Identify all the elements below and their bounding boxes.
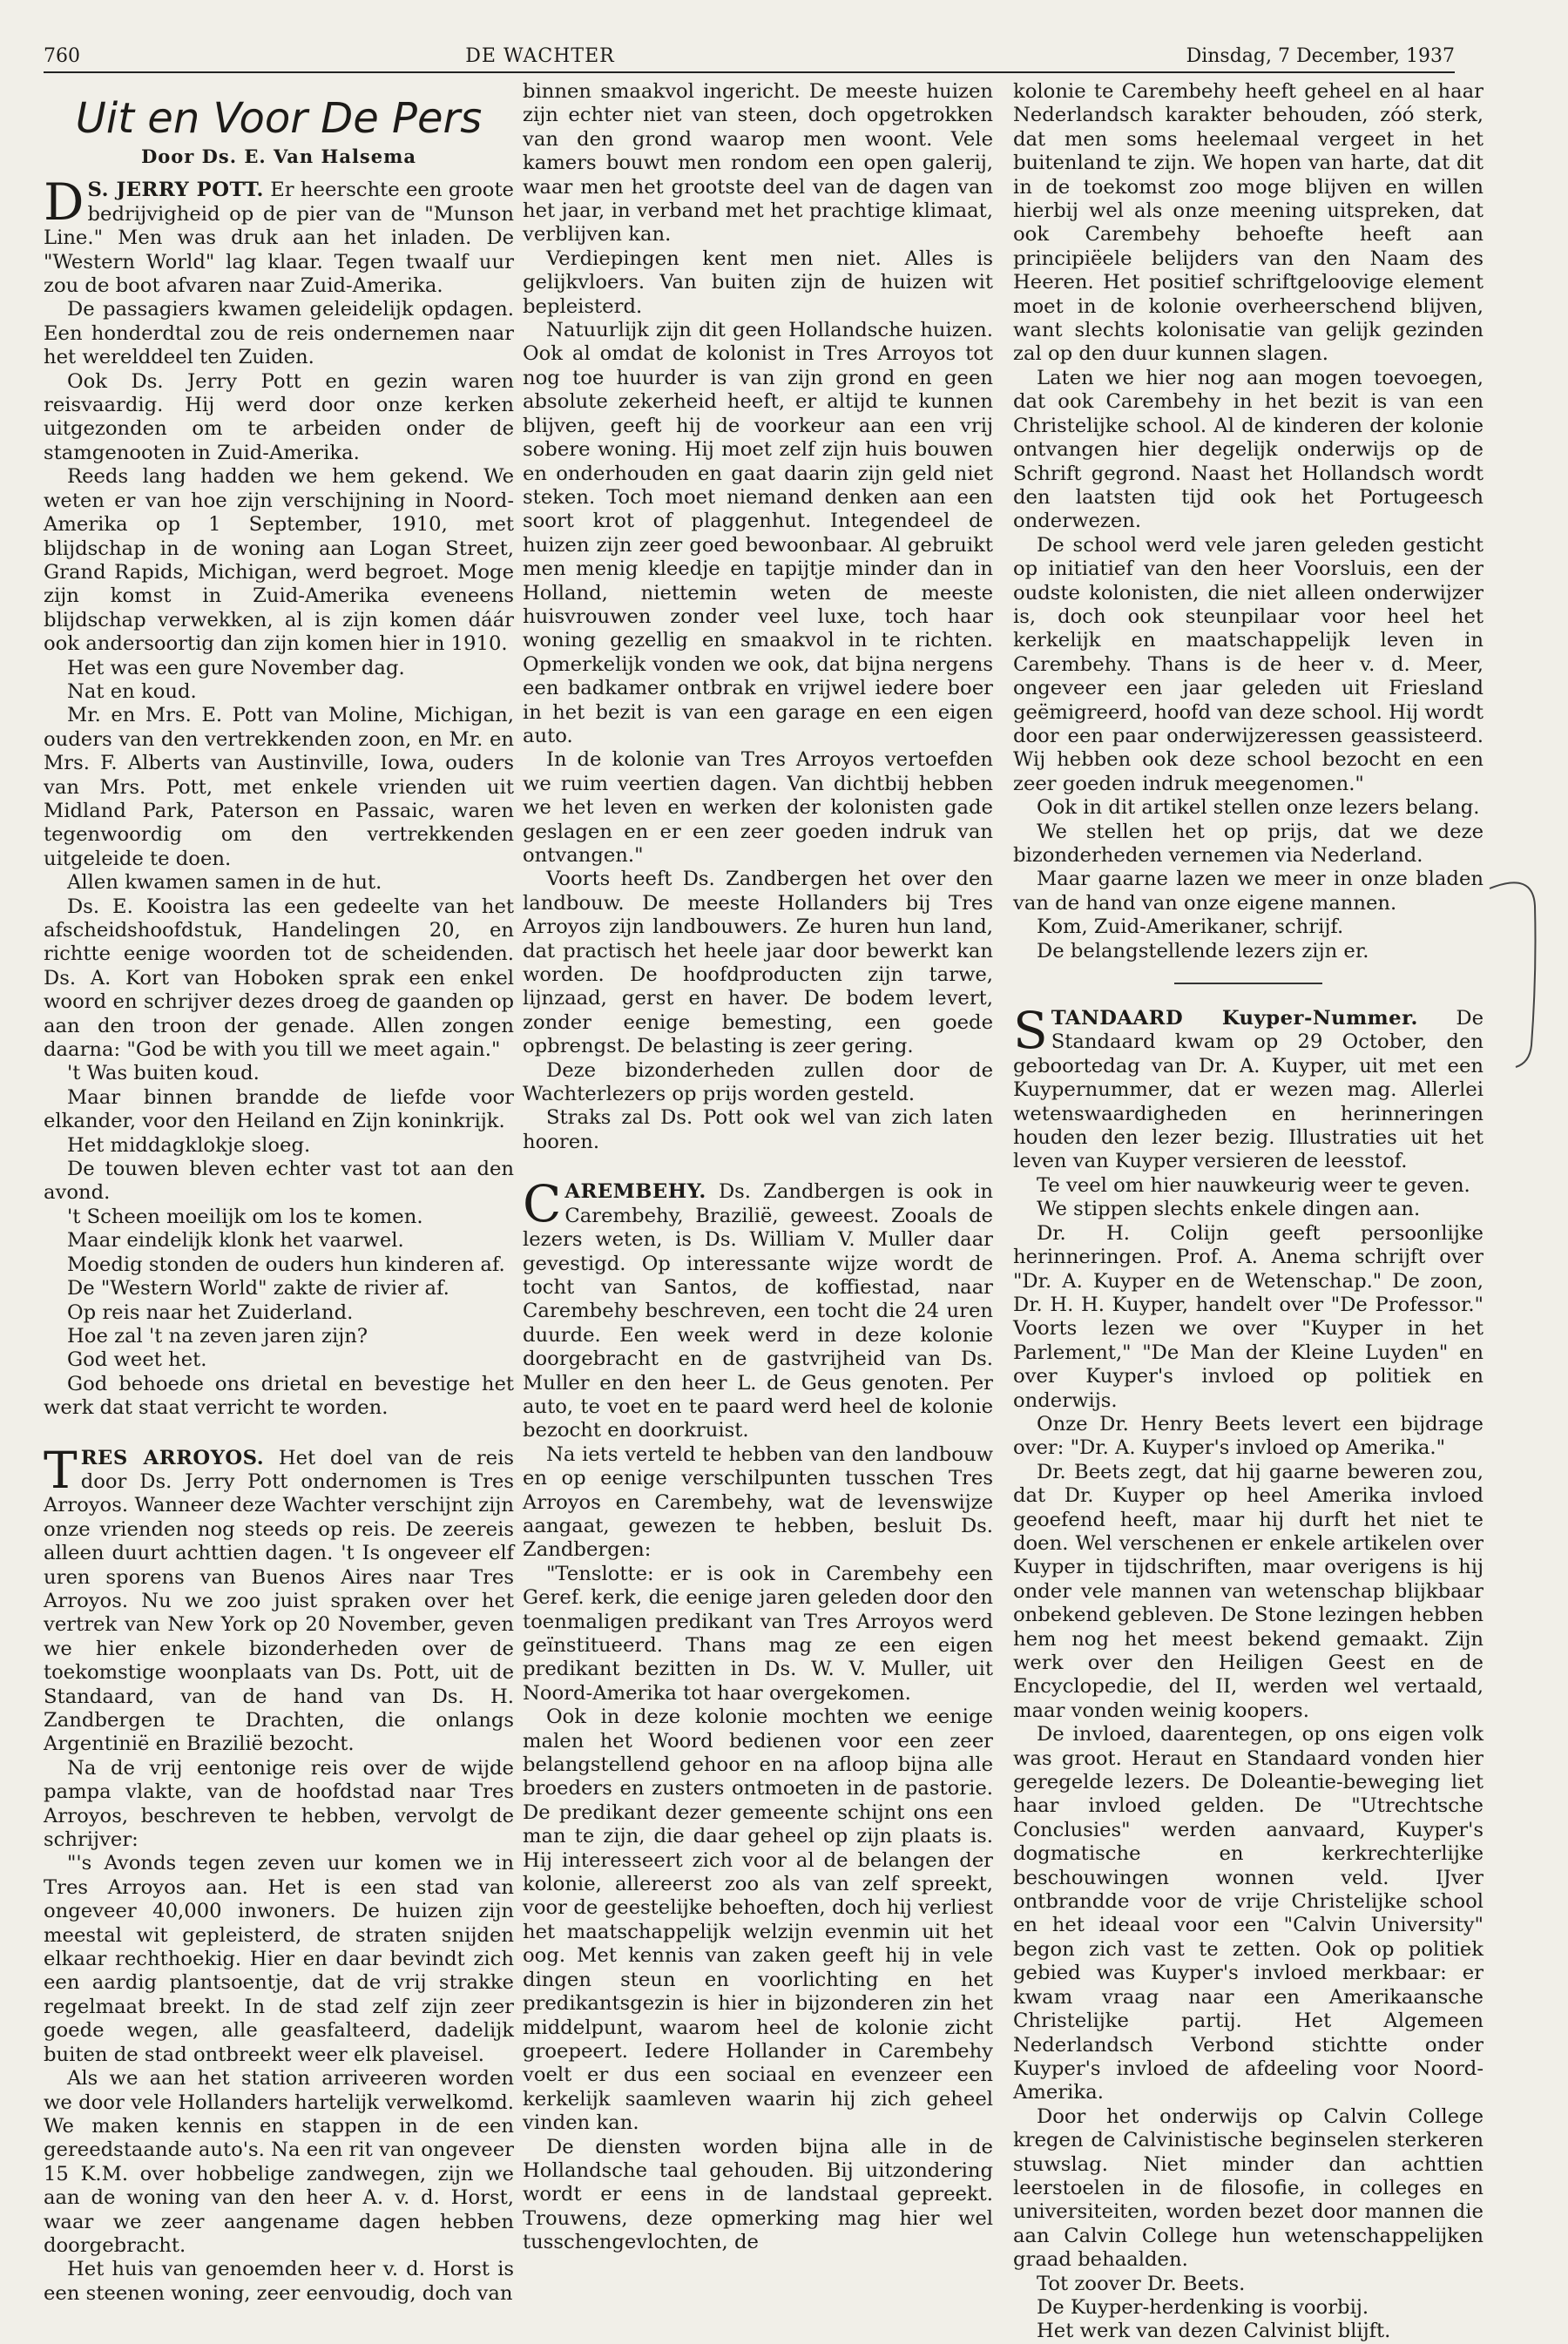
paragraph: Verdiepingen kent men niet. Alles is gelijkvloers. Van buiten zijn de huizen wit bepleisterd. bbox=[523, 247, 993, 318]
page-header bbox=[44, 45, 1455, 71]
paragraph: De "Western World" zakte de rivier af. bbox=[67, 1277, 449, 1300]
paragraph: 't Scheen moeilijk om los te komen. bbox=[67, 1205, 423, 1228]
paragraph: Het middagklokje sloeg. bbox=[67, 1133, 311, 1157]
page-number: 760 bbox=[44, 45, 80, 67]
section-heading: AREMBEHY. bbox=[564, 1180, 706, 1204]
paragraph: De school werd vele jaren geleden gesticht op initiatief van den heer Voorsluis, een der oudste kolonisten, die niet alleen onderwijzer is, doch ook steunpilaar voor heel het kerkelijk en maatschappelijk leven in Carembehy. Thans is de heer v. d. Meer, ongeveer een jaar geleden uit Friesland geëmigreerd, hoofd van deze school. Hij wordt door een paar onderwijzeressen geassisteerd. Wij hebben ook deze school bezocht en een zeer goeden indruk meegenomen." bbox=[1013, 533, 1484, 795]
paragraph: Moedig stonden de ouders hun kinderen af. bbox=[67, 1253, 505, 1276]
paragraph: Hoe zal 't na zeven jaren zijn? bbox=[67, 1324, 368, 1348]
paragraph: Natuurlijk zijn dit geen Hollandsche huizen. Ook al omdat de kolonist in Tres Arroyos tot nog toe huurder is van zijn grond en geen absolute zekerheid heeft, er altijd te kunnen blijven, geeft hij de voorkeur aan een vrij sobere woning. Hij moet zelf zijn huis bouwen en onderhouden en gaat daarin zijn geld niet steken. Toch moet niemand denken aan een soort krot of plaggenhut. Integendeel de huizen zijn zeer goed bewoonbaar. Al gebruikt men menig kleedje en tapijtje minder dan in Holland, niettemin weten de meeste huisvrouwen zonder veel luxe, toch haar woning gezellig en smaakvol in te richten. Opmerkelijk vonden we ook, dat bijna nergens een badkamer ontbrak en vrijwel iedere boer in het bezit is van een garage en een eigen auto. bbox=[523, 319, 993, 747]
paragraph: Als we aan het station arriveeren worden we door vele Hollanders hartelijk verwelkomd. We maken kennis en stappen in de een gereedstaande auto's. Na een rit van ongeveer 15 K.M. over hobbelige zandwegen, zijn we aan de woning van den heer A. v. d. Horst, waar we zeer aangename dagen hebben doorgebracht. bbox=[44, 2067, 514, 2257]
column-2 bbox=[523, 80, 993, 2255]
paragraph-continued: binnen smaakvol ingericht. De meeste huizen zijn echter niet van steen, doch opgetrokken van den grond waarop men woont. Vele kamers bouwt men rondom een open galerij, waar men het grootste deel van de dagen van het jaar, in verband met het prachtige klimaat, verblijven kan. bbox=[523, 80, 993, 247]
paragraph: We stellen het op prijs, dat we deze bizonderheden vernemen via Nederland. bbox=[1013, 820, 1484, 867]
paragraph: De touwen bleven echter vast tot aan den avond. bbox=[44, 1158, 514, 1205]
paragraph: We stippen slechts enkele dingen aan. bbox=[1037, 1198, 1421, 1221]
paragraph: Onze Dr. Henry Beets levert een bijdrage over: "Dr. A. Kuyper's invloed op Amerika." bbox=[1013, 1412, 1484, 1460]
article-byline: Door Ds. E. Van Halsema bbox=[141, 145, 416, 167]
paragraph: Het werk van dezen Calvinist blijft. bbox=[1037, 2320, 1391, 2343]
section-separator bbox=[1174, 983, 1322, 984]
section-jerry-pott-lead bbox=[44, 172, 514, 298]
drop-cap: T bbox=[44, 1440, 78, 1500]
paragraph: De belangstellende lezers zijn er. bbox=[1037, 939, 1369, 963]
paragraph: De invloed, daarentegen, op ons eigen volk was groot. Heraut en Standaard vonden hier geregelde lezers. De Doleantie-beweging liet haar invloed gelden. De "Utrechtsche Conclusies" werden aanvaard, Kuyper's dogmatische en kerkrechterlijke beschouwingen wonnen veld. IJver ontbrandde voor de vrije Christelijke school en het ideaal voor een "Calvin University" begon zich vast te zetten. Ook op politiek gebied was Kuyper's invloed merkbaar: er kwam vraag naar een Amerikaansche Christelijke partij. Het Algemeen Nederlandsch Verbond stichtte onder Kuyper's invloed de afdeeling voor Noord-Amerika. bbox=[1013, 1723, 1484, 2104]
paragraph: Op reis naar het Zuiderland. bbox=[67, 1300, 354, 1324]
header-rule bbox=[44, 71, 1455, 73]
paragraph: Maar gaarne lazen we meer in onze bladen van de hand van onze eigene mannen. bbox=[1013, 868, 1484, 915]
column-1 bbox=[44, 80, 514, 2306]
section-gap bbox=[523, 1154, 993, 1180]
lead-text: Ds. Zandbergen is ook in Carembehy, Brazilië, geweest. Zooals de lezers weten, is Ds. William V. Muller daar gevestigd. Op interessante wijze wordt de tocht van Santos, de koffiestad, naar Carembehy beschreven, een tocht die 24 uren duurde. Een week werd in deze kolonie doorgebracht en de gastvrijheid van Ds. Muller en den heer L. de Geus genoten. Per auto, te voet en te paard werd heel de kolonie bezocht en doorkruist. bbox=[523, 1180, 993, 1442]
paragraph: Laten we hier nog aan mogen toevoegen, dat ook Carembehy in het bezit is van een Christelijke school. Al de kinderen der kolonie ontvangen hier degelijk onderwijs op de Schrift gegrond. Naast het Hollandsch wordt den laatsten tijd ook het Portugeesch onderwezen. bbox=[1013, 366, 1484, 533]
paragraph: Nat en koud. bbox=[67, 679, 197, 703]
paragraph-continued: kolonie te Carembehy heeft geheel en al haar Nederlandsch karakter behouden, zóó sterk, dat men soms heelemaal vergeet in het buitenland te zijn. We hopen van harte, dat dit in de toekomst zoo moge blijven en willen hierbij wel als onze meening uitspreken, dat ook Carembehy behoefte heeft aan principiëele belijders van den Naam des Heeren. Het positief schriftgeloovige element moet in de kolonie overheerschend blijven, want slechts kolonisatie van gelijk gezinden zal op den duur kunnen slagen. bbox=[1013, 80, 1484, 366]
section-heading: RES ARROYOS. bbox=[80, 1446, 265, 1469]
paragraph: Te veel om hier nauwkeurig weer te geven. bbox=[1037, 1173, 1470, 1197]
journal-name: DE WACHTER bbox=[465, 45, 615, 67]
paragraph: Door het onderwijs op Calvin College kregen de Calvinistische beginselen sterkeren stuwslag. Niet minder dan achttien leerstoelen in de filosofie, in colleges en universiteiten, worden bezet door mannen die aan Calvin College hun wetenschappelijken graad behaalden. bbox=[1013, 2104, 1484, 2272]
pencil-mark-icon bbox=[1481, 871, 1551, 1071]
column-3 bbox=[1013, 80, 1484, 2344]
issue-date: Dinsdag, 7 December, 1937 bbox=[1186, 45, 1455, 67]
lead-text: Het doel van de reis door Ds. Jerry Pott ondernomen is Tres Arroyos. Wanneer deze Wachter verschijnt zijn onze vrienden nog steeds op reis. De zeereis alleen duurt achttien dagen. 't Is ongeveer elf uren sporens van Buenos Aires naar Tres Arroyos. Nu we zoo juist spraken over het vertrek van New York op 20 November, geven we hier enkele bizonderheden over de toekomstige woonplaats van Ds. Pott, uit de Standaard, van de hand van Ds. H. Zandbergen te Drachten, die onlangs Argentinië en Brazilië bezocht. bbox=[44, 1446, 514, 1756]
drop-cap: C bbox=[523, 1174, 562, 1234]
paragraph: "Tenslotte: er is ook in Carembehy een Geref. kerk, die eenige jaren geleden door den toenmaligen predikant van Tres Arroyos werd geïnstitueerd. Thans mag ze een eigen predikant bezitten in Ds. W. V. Muller, uit Noord-Amerika tot haar overgekomen. bbox=[523, 1562, 993, 1705]
paragraph: God weet het. bbox=[67, 1348, 207, 1372]
paragraph: Straks zal Ds. Pott ook wel van zich laten hooren. bbox=[523, 1106, 993, 1153]
paragraph: God behoede ons drietal en bevestige het werk dat staat verricht te worden. bbox=[44, 1372, 514, 1420]
section-gap bbox=[44, 1421, 514, 1447]
lead-text: De Standaard kwam op 29 October, den geboortedag van Dr. A. Kuyper, uit met een Kuypernummer, dat er wezen mag. Allerlei wetenswaardigheden en herinneringen houden den lezer bezig. Illustraties uit het leven van Kuyper versieren de leesstof. bbox=[1013, 1007, 1484, 1173]
section-standaard-lead bbox=[1013, 1001, 1484, 1174]
article-title: Uit en Voor De Pers bbox=[75, 94, 483, 143]
section-carembehy-lead bbox=[523, 1174, 993, 1442]
paragraph: Allen kwamen samen in de hut. bbox=[67, 871, 382, 895]
paragraph: Ook Ds. Jerry Pott en gezin waren reisvaardig. Hij werd door onze kerken uitgezonden om te arbeiden onder de stamgenooten in Zuid-Amerika. bbox=[44, 369, 514, 464]
paragraph: In de kolonie van Tres Arroyos vertoefden we ruim veertien dagen. Van dichtbij hebben we het leven en werken der kolonisten gade geslagen en er een zeer goeden indruk van ontvangen." bbox=[523, 748, 993, 867]
drop-cap: S bbox=[1013, 1001, 1048, 1061]
paragraph: De diensten worden bijna alle in de Hollandsche taal gehouden. Bij uitzondering wordt er eens in de landstaal gepreekt. Trouwens, deze opmerking mag hier wel tusschengevlochten, de bbox=[523, 2135, 993, 2254]
paragraph: Dr. H. Colijn geeft persoonlijke herinneringen. Prof. A. Anema schrijft over "Dr. A. Kuyper en de Wetenschap." De zoon, Dr. H. H. Kuyper, handelt over "De Professor." Voorts lezen we over "Kuyper in het Parlement," "De Man der Kleine Luyden" en over Kuyper's invloed op politiek en onderwijs. bbox=[1013, 1221, 1484, 1412]
paragraph: 't Was buiten koud. bbox=[67, 1062, 260, 1085]
lead-text: Er heerschte een groote bedrijvigheid op de pier van de "Munson Line." Men was druk aan het inladen. De "Western World" lag klaar. Tegen twaalf uur zou de boot afvaren naar Zuid-Amerika. bbox=[44, 179, 514, 298]
paragraph: Kom, Zuid-Amerikaner, schrijf. bbox=[1037, 915, 1344, 939]
paragraph: Mr. en Mrs. E. Pott van Moline, Michigan, ouders van den vertrekkenden zoon, en Mr. en Mrs. F. Alberts van Austinville, Iowa, ouders van Mrs. Pott, met enkele vrienden uit Midland Park, Paterson en Passaic, waren tegenwoordig om den vertrekkenden uitgeleide te doen. bbox=[44, 704, 514, 870]
paragraph: "'s Avonds tegen zeven uur komen we in Tres Arroyos aan. Het is een stad van ongeveer 40,000 inwoners. De huizen zijn meestal wit gepleisterd, de straten snijden elkaar rechthoekig. Hier en daar bevindt zich een aardig plantsoentje, dat de vrij strakke regelmaat breekt. In de stad zelf zijn zeer goede wegen, alle geasfalteerd, dadelijk buiten de stad ontbreekt weer elk plaveisel. bbox=[44, 1852, 514, 2066]
paragraph: Het was een gure November dag. bbox=[67, 656, 405, 679]
paragraph: De passagiers kwamen geleidelijk opdagen. Een honderdtal zou de reis ondernemen naar het werelddeel ten Zuiden. bbox=[44, 298, 514, 369]
paragraph: Ook in deze kolonie mochten we eenige malen het Woord bedienen voor een zeer belangstellend gehoor en na afloop bijna alle broeders en zusters ontmoeten in de pastorie. De predikant dezer gemeente schijnt ons een man te zijn, die daar geheel op zijn plaats is. Hij interesseert zich voor al de belangen der kolonie, allereerst zoo als van zelf spreekt, voor de geestelijke behoeften, doch hij verliest het maatschappelijk welzijn evenmin uit het oog. Met kennis van zaken geeft hij in vele dingen steun en voorlichting en het predikantsgezin is hier in bijzonderen zin het middelpunt, waarom heel de kolonie zicht groepeert. Iedere Hollander in Carembehy voelt er dus een sociaal en evenzeer een kerkelijk saamleven waarin hij zich geheel vinden kan. bbox=[523, 1706, 993, 2135]
drop-cap: D bbox=[44, 172, 84, 233]
paragraph: Maar eindelijk klonk het vaarwel. bbox=[67, 1229, 404, 1253]
paragraph: Het huis van genoemden heer v. d. Horst is een steenen woning, zeer eenvoudig, doch van bbox=[44, 2258, 514, 2305]
paragraph: Ds. E. Kooistra las een gedeelte van het afscheidshoofdstuk, Handelingen 20, en richtte eenige woorden tot de scheidenden. Ds. A. Kort van Hoboken sprak een enkel woord en schrijver dezes droeg de gaanden op aan den troon der genade. Allen zongen daarna: "God be with you till we meet again." bbox=[44, 895, 514, 1062]
paragraph: Na iets verteld te hebben van den landbouw en op eenige verschilpunten tusschen Tres Arroyos en Carembehy, wat de levenswijze aangaat, gewezen te hebben, besluit Ds. Zandbergen: bbox=[523, 1442, 993, 1562]
paragraph: Tot zoover Dr. Beets. bbox=[1037, 2272, 1246, 2295]
section-heading: S. JERRY POTT. bbox=[87, 179, 264, 202]
section-heading: TANDAARD Kuyper-Nummer. bbox=[1051, 1007, 1418, 1030]
paragraph: Voorts heeft Ds. Zandbergen het over den landbouw. De meeste Hollanders bij Tres Arroyos zijn landbouwers. Ze huren hun land, dat practisch het heele jaar door bewerkt kan worden. De hoofdproducten zijn tarwe, lijnzaad, gerst en haver. De bodem levert, zonder eenige bemesting, een goede opbrengst. De belasting is zeer gering. bbox=[523, 868, 993, 1058]
paragraph: De Kuyper-herdenking is voorbij. bbox=[1037, 2295, 1369, 2319]
paragraph: Maar binnen brandde de liefde voor elkander, voor den Heiland en Zijn koninkrijk. bbox=[44, 1085, 514, 1133]
paragraph: Na de vrij eentonige reis over de wijde pampa vlakte, van de hoofdstad naar Tres Arroyos, beschreven te hebben, vervolgt de schrijver: bbox=[44, 1756, 514, 1852]
paragraph: Reeds lang hadden we hem gekend. We weten er van hoe zijn verschijning in Noord-Amerika op 1 September, 1910, met blijdschap in de woning aan Logan Street, Grand Rapids, Michigan, werd begroet. Moge zijn komst in Zuid-Amerika eveneens blijdschap verwekken, al is zijn komen dáár ook andersoortig dan zijn komen hier in 1910. bbox=[44, 465, 514, 656]
paragraph: Ook in dit artikel stellen onze lezers belang. bbox=[1037, 796, 1480, 820]
paragraph: Deze bizonderheden zullen door de Wachterlezers op prijs worden gesteld. bbox=[523, 1058, 993, 1106]
section-tres-arroyos-lead bbox=[44, 1440, 514, 1757]
paragraph: Dr. Beets zegt, dat hij gaarne beweren zou, dat Dr. Kuyper op heel Amerika invloed geoefend heeft, maar hij durft het niet te doen. Wel verschenen er enkele artikelen over Kuyper in tijdschriften, maar overigens is hij onder vele mannen van wetenschap blijkbaar onbekend gebleven. De Stone lezingen hebben hem nog het meest bekend gemaakt. Zijn werk over den Heiligen Geest en de Encyclopedie, del II, werden wel vertaald, maar vonden weinig koopers. bbox=[1013, 1460, 1484, 1722]
